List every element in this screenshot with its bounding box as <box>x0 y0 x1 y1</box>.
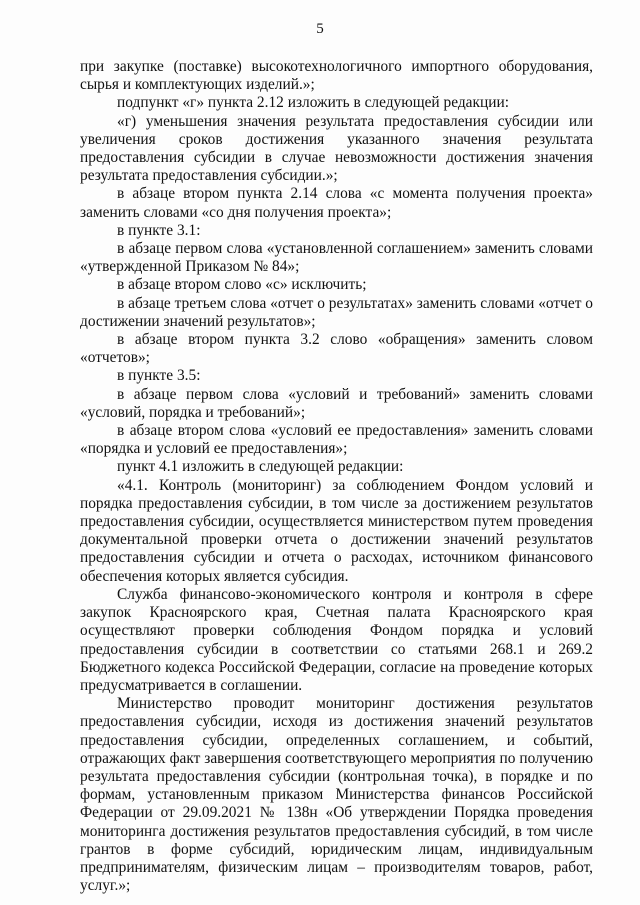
paragraph-13: пункт 4.1 изложить в следующей редакции: <box>117 458 404 476</box>
page-number: 5 <box>316 21 324 37</box>
paragraph-7: в абзаце втором слово «с» исключить; <box>117 276 367 294</box>
paragraph-3: «г) уменьшения значения результата предоставления субсидии или увеличения сроков достижения указанного значения результата предоставления субсидии в случае невозможности достижения значения результата предоставления субсидии.»; <box>80 112 593 185</box>
paragraph-6: в абзаце первом слова «установленной соглашением» заменить словами «утвержденной Приказом № 84»; <box>80 240 593 276</box>
paragraph-11: в абзаце первом слова «условий и требований» заменить словами «условий, порядка и требований»; <box>80 385 593 421</box>
paragraph-2: подпункт «г» пункта 2.12 изложить в следующей редакции: <box>117 94 509 112</box>
paragraph-1: при закупке (поставке) высокотехнологичного импортного оборудования, сырья и комплектующих изделий.»; <box>80 58 593 94</box>
paragraph-5: в пункте 3.1: <box>117 221 201 239</box>
paragraph-4: в абзаце втором пункта 2.14 слова «с момента получения проекта» заменить словами «со дня получения проекта»; <box>80 185 593 221</box>
paragraph-16: Министерство проводит мониторинг достижения результатов предоставления субсидии, исходя из достижения значений результатов предоставления субсидии, определенных соглашением, и событий, отражающих факт завершения соответствующего мероприятия по получению результата предоставления субсидии (контрольная точка), в порядке и по формам, установленным приказом Министерства финансов Российской Федерации от 29.09.2021 № 138н «Об утверждении Порядка проведения мониторинга достижения результатов предоставления субсидий, в том числе грантов в форме субсидий, юридическим лицам, индивидуальным предпринимателям, физическим лицам – производителям товаров, работ, услуг.»; <box>80 695 593 895</box>
paragraph-9: в абзаце втором пункта 3.2 слово «обращения» заменить словом «отчетов»; <box>80 331 593 367</box>
document-body <box>80 58 593 895</box>
paragraph-8: в абзаце третьем слова «отчет о результатах» заменить словами «отчет о достижении значений результатов»; <box>80 294 593 330</box>
paragraph-15: Служба финансово-экономического контроля и контроля в сфере закупок Красноярского края, Счетная палата Красноярского края осуществляют проверки соблюдения Фондом порядка и условий предоставления субсидии в соответствии со статьями 268.1 и 269.2 Бюджетного кодекса Российской Федерации, согласие на проведение которых предусматривается в соглашении. <box>80 585 593 694</box>
paragraph-12: в абзаце втором слова «условий ее предоставления» заменить словами «порядка и условий ее предоставления»; <box>80 422 593 458</box>
paragraph-10: в пункте 3.5: <box>117 367 201 385</box>
paragraph-14: «4.1. Контроль (мониторинг) за соблюдением Фондом условий и порядка предоставления субсидии, в том числе за достижением результатов предоставления субсидии, осуществляется министерством путем проведения документальной проверки отчета о достижении значений результатов предоставления субсидии и отчета о расходах, источником финансового обеспечения которых является субсидия. <box>80 476 593 585</box>
